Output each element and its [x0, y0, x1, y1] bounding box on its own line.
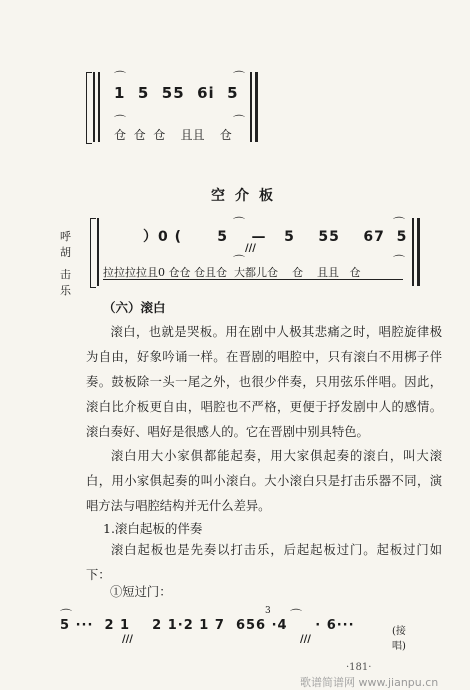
tremolo-mark: ///: [300, 634, 311, 645]
barline: [98, 72, 100, 142]
paragraph-text: 滚白用大小家俱都能起奏，用大家俱起奏的滚白，叫大滚白，用小家俱起奏的叫小滚白。大小滚白只是打击乐器不同，演唱方法与唱腔结构并无什么差异。: [86, 449, 442, 513]
barline: [97, 218, 99, 286]
fermata-icon: ⌒: [393, 254, 406, 268]
section-heading: （六）滚白: [103, 300, 166, 315]
barline-end: [255, 72, 258, 142]
melody-line: 5 ··· 2 1 2 1·2 1 7 656 ·4 · 6···: [60, 618, 355, 633]
barline-end: [417, 218, 420, 286]
fermata-icon: ⌒: [114, 114, 127, 128]
tremolo-mark: ///: [245, 243, 256, 254]
watermark: 歌谱简谱网 www.jianpu.cn: [300, 676, 439, 689]
fermata-icon: ⌒: [393, 216, 406, 230]
fermata-icon: ⌒: [290, 608, 303, 622]
paragraph: [86, 320, 442, 445]
subsection-heading: 1.滚白起板的伴奏: [103, 521, 203, 536]
underline: [103, 279, 403, 280]
barline-end: [250, 72, 252, 142]
triplet-mark: 3: [265, 606, 271, 616]
fermata-icon: ⌒: [60, 608, 73, 622]
sub-label: ①短过门：: [110, 585, 172, 599]
percussion-line: 仓 仓 仓 且且 仓: [114, 128, 232, 142]
fermata-icon: ⌒: [233, 216, 246, 230]
paragraph: [86, 538, 442, 588]
melody-line: ）0 ( 5 — 5 55 67 5: [143, 229, 408, 245]
instrument-label-percussion: 击乐: [60, 268, 71, 297]
fermata-icon: ⌒: [114, 70, 127, 84]
percussion-line: 拉拉拉拉且0 仓仓 仓且仓 大都儿仓 仓 且且 仓: [103, 266, 361, 279]
paragraph-text: 滚白起板也是先奏以打击乐，后起起板过门。起板过门如下：: [86, 543, 442, 582]
fermata-icon: ⌒: [233, 254, 246, 268]
barline: [93, 72, 95, 142]
fermata-icon: ⌒: [233, 70, 246, 84]
instrument-label-huhu: 呼胡: [60, 230, 71, 259]
score-bracket: [86, 72, 92, 144]
score-bracket: [90, 218, 96, 288]
page-number: ·181·: [346, 662, 372, 673]
barline-end: [412, 218, 414, 286]
melody-line: 1 5 55 6i 5: [114, 84, 239, 102]
tremolo-mark: ///: [122, 634, 133, 645]
fermata-icon: ⌒: [233, 114, 246, 128]
section-title: 空介板: [211, 188, 283, 204]
paragraph-text: 滚白，也就是哭板。用在剧中人极其悲痛之时，唱腔旋律极为自由，好象吟诵一样。在晋剧的唱腔中，只有滚白不用梆子伴奏。鼓板除一头一尾之外，也很少伴奏，只用弦乐伴唱。因此，滚白比介板更自由，唱腔也不严格，更便于抒发剧中人的感情。滚白奏好、唱好是很感人的。它在晋剧中别具特色。: [86, 325, 442, 439]
annotation: (接唱): [392, 626, 406, 652]
paragraph: [86, 444, 442, 519]
